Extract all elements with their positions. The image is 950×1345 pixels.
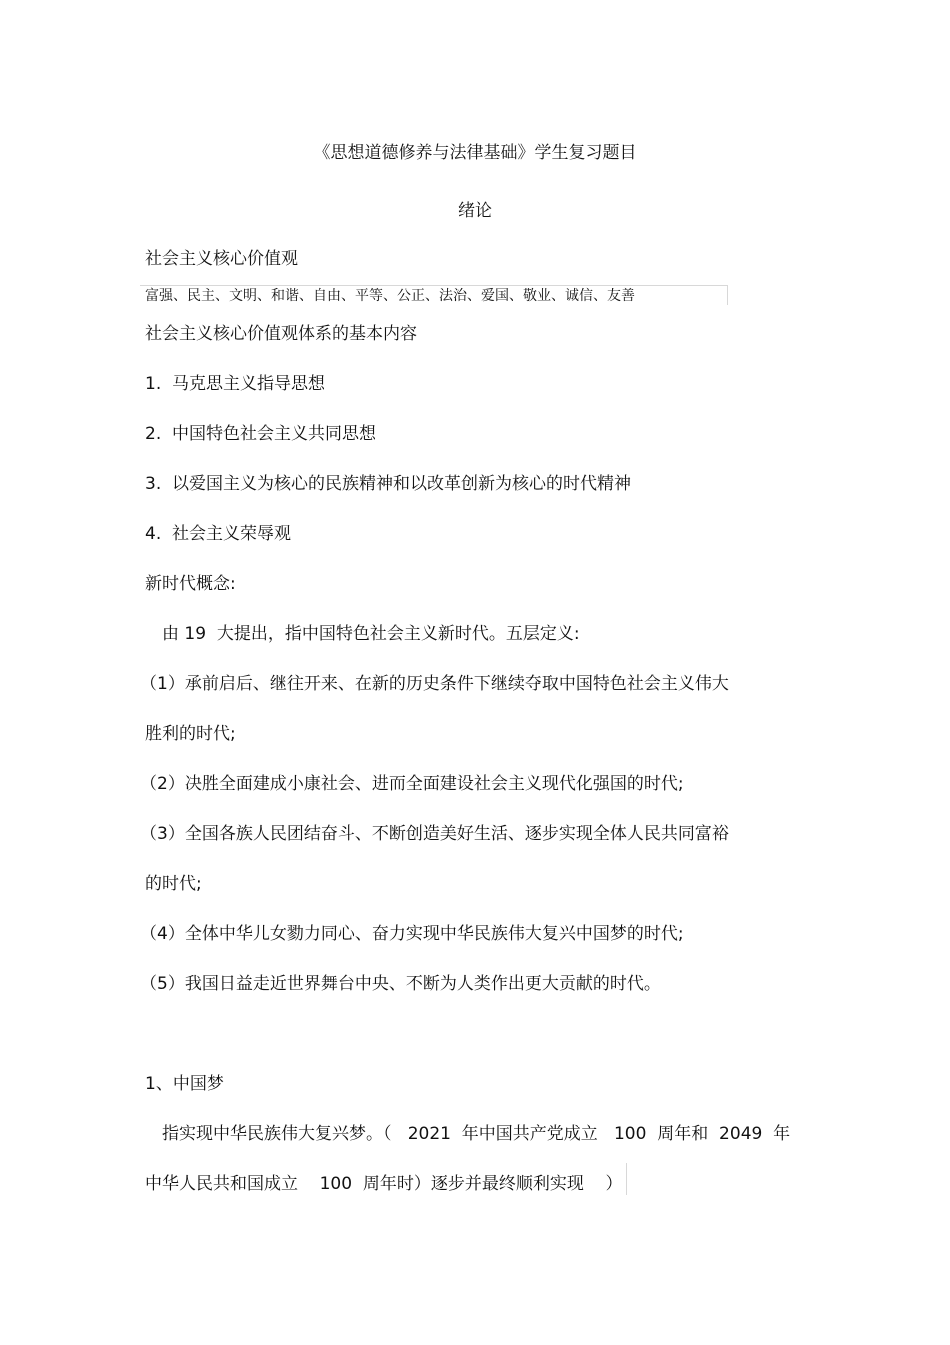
china-dream-line: 指实现中华民族伟大复兴梦。（ 2021 年中国共产党成立 100 周年和 2049 年 [162,1124,791,1144]
new-era-line: （4）全体中华儿女勠力同心、奋力实现中华民族伟大复兴中国梦的时代; [140,924,684,944]
heading-china-dream: 1、中国梦 [145,1074,224,1094]
heading-core-values: 社会主义核心价值观 [145,249,298,269]
section-heading: 绪论 [458,201,492,221]
new-era-line: （5）我国日益走近世界舞台中央、不断为人类作出更大贡献的时代。 [140,974,661,994]
new-era-intro: 由 19 大提出，指中国特色社会主义新时代。五层定义: [162,624,580,644]
list-item: 1. 马克思主义指导思想 [145,374,326,394]
new-era-line: 胜利的时代; [145,724,236,744]
china-dream-line: 中华人民共和国成立 100 周年时）逐步并最终顺利实现 ） [145,1174,623,1194]
heading-new-era: 新时代概念: [145,574,236,594]
list-item: 2. 中国特色社会主义共同思想 [145,424,377,444]
document-title: 《思想道德修养与法律基础》学生复习题目 [313,143,637,163]
list-item: 3. 以爱国主义为核心的民族精神和以改革创新为核心的时代精神 [145,474,632,494]
list-item: 4. 社会主义荣辱观 [145,524,292,544]
new-era-line: （3）全国各族人民团结奋斗、不断创造美好生活、逐步实现全体人民共同富裕 [140,824,729,844]
core-values-list: 富强、民主、文明、和谐、自由、平等、公正、法治、爱国、敬业、诚信、友善 [145,288,635,304]
new-era-line: （2）决胜全面建成小康社会、进而全面建设社会主义现代化强国的时代; [140,774,684,794]
new-era-line: 的时代; [145,874,202,894]
china-dream-box-right [626,1163,627,1195]
heading-core-system: 社会主义核心价值观体系的基本内容 [145,324,417,344]
core-values-box-right [727,285,728,305]
new-era-line: （1）承前启后、继往开来、在新的历史条件下继续夺取中国特色社会主义伟大 [140,674,729,694]
